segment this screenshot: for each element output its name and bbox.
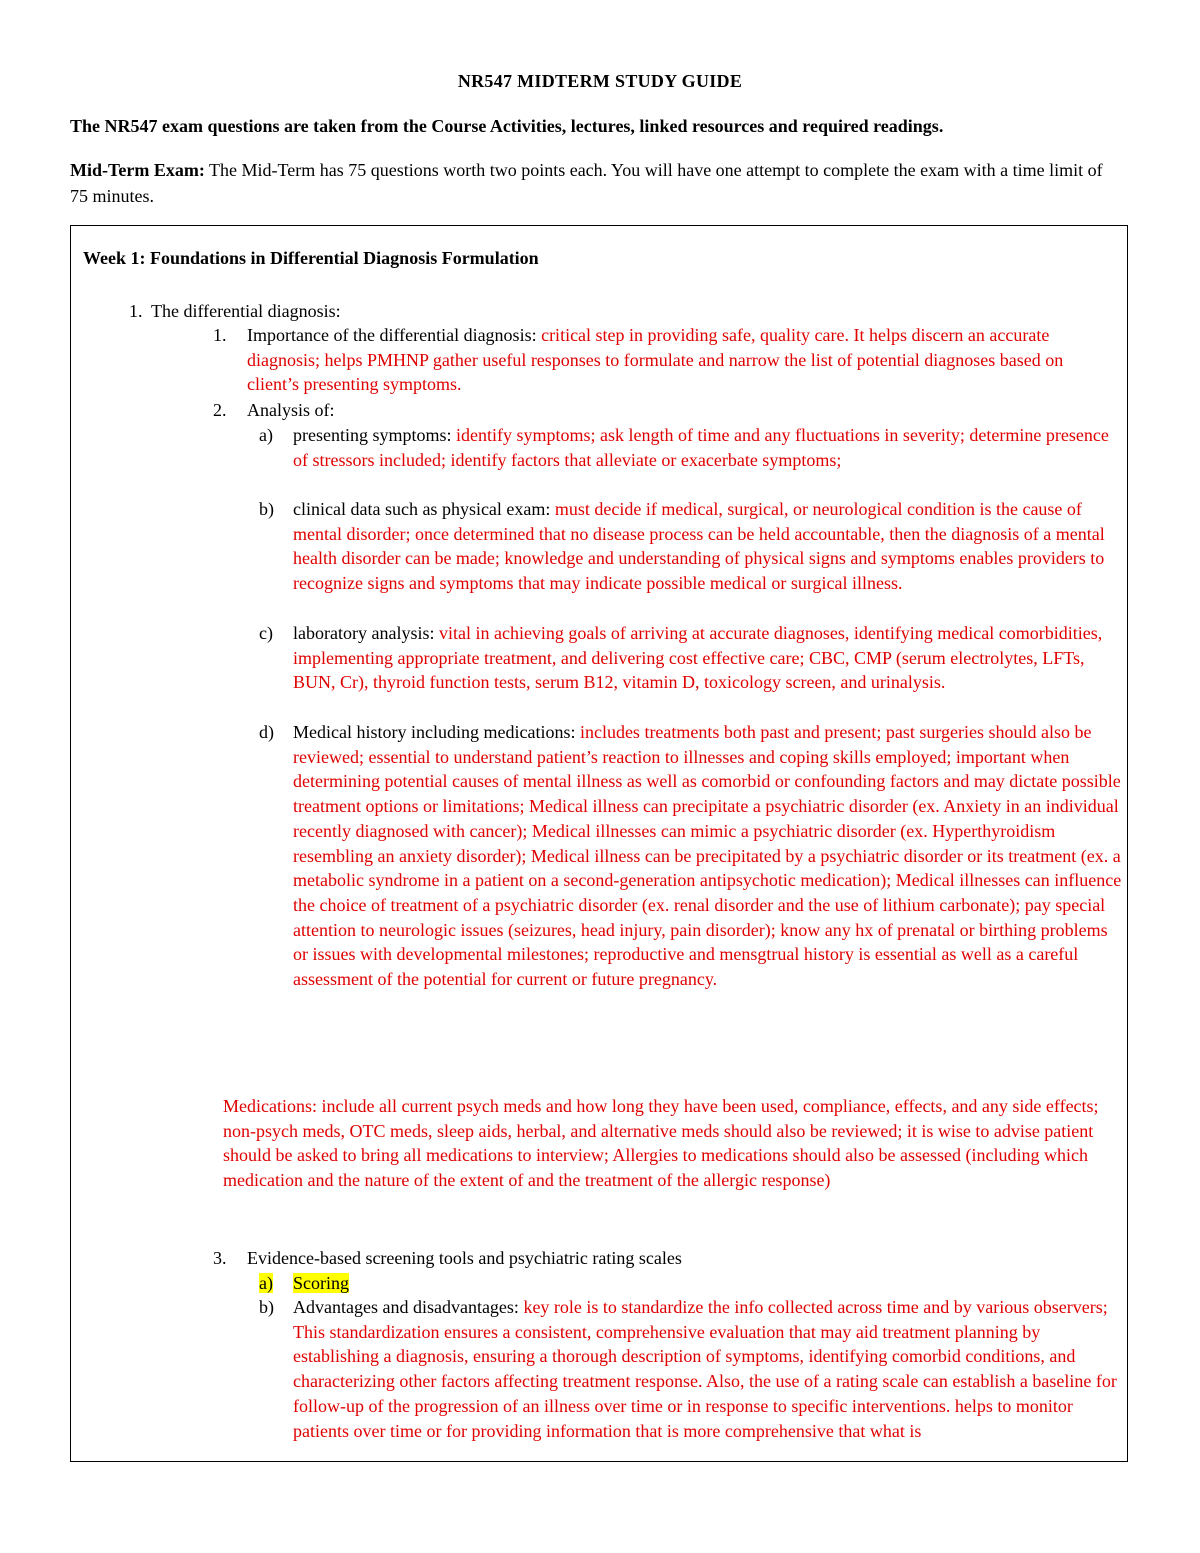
item-c-label: laboratory analysis: [293, 623, 439, 643]
sub3-label: Evidence-based screening tools and psychiatric rating scales [247, 1248, 682, 1268]
item1-number: 1. [129, 301, 143, 321]
page-subtitle: The NR547 exam questions are taken from the Course Activities, lectures, linked resources and required readings. [70, 116, 944, 136]
sub2-number: 2. [213, 400, 227, 420]
page-title: NR547 MIDTERM STUDY GUIDE [457, 71, 743, 91]
item-a-letter: a) [259, 425, 273, 445]
sub3-b-letter: b) [259, 1297, 274, 1317]
medications-paragraph: Medications: include all current psych meds and how long they have been used, compliance, effects, and any side effects; non-psych meds, OTC meds, sleep aids, herbal, and alternative meds should also be reviewed; it is wise to advise patient should be asked to bring all medications to interview; Allergies to medications should also be assessed (including which medication and the nature of the extent of and the treatment of the allergic response) [223, 1096, 1099, 1191]
item1-label: The differential diagnosis: [151, 301, 341, 321]
item-c-letter: c) [259, 623, 273, 643]
item-c-text [293, 621, 1123, 695]
sub3-a-letter [259, 1271, 289, 1296]
sub3-b-answer: key role is to standardize the info collected across time and by various observers; This standardization ensures a consistent, comprehensive evaluation that may aid treatment planning by establishing a diagnosis, ensuring a thorough description of symptoms, identifying comorbid conditions, and characterizing other factors affecting treatment response. Also, the use of a rating scale can establish a baseline for follow-up of the progression of an illness over time or in response to specific interventions. helps to monitor patients over time or for providing information that is more comprehensive that what is [293, 1297, 1117, 1441]
item-d-label: Medical history including medications: [293, 722, 580, 742]
sub3-a-letter-text: a) [259, 1273, 273, 1293]
item-b-text [293, 497, 1123, 596]
item-b-answer: must decide if medical, surgical, or neurological condition is the cause of mental disorder; once determined that no disease process can be held accountable, then the diagnosis of a mental health disorder can be made; knowledge and understanding of physical signs and symptoms enables providers to recognize signs and symptoms that may indicate possible medical or surgical illness. [293, 499, 1105, 594]
item-b-letter: b) [259, 499, 274, 519]
sub3-a-label: Scoring [293, 1273, 349, 1293]
item-a-answer: identify symptoms; ask length of time and any fluctuations in severity; determine presence of stressors included; identify factors that alleviate or exacerbate symptoms; [293, 425, 1109, 470]
sub1-text [247, 323, 1117, 397]
item-a-label: presenting symptoms: [293, 425, 456, 445]
sub3-a-text [293, 1271, 1123, 1296]
item-d-text [293, 720, 1123, 992]
item-d-letter: d) [259, 722, 274, 742]
sub3-b-text [293, 1295, 1123, 1443]
item-c-answer: vital in achieving goals of arriving at accurate diagnoses, identifying medical comorbidities, implementing appropriate treatment, and delivering cost effective care; CBC, CMP (serum electrolytes, LFTs, BUN, Cr), thyroid function tests, serum B12, vitamin D, toxicology screen, and urinalysis. [293, 623, 1103, 693]
week1-box [70, 225, 1128, 1462]
sub1-number: 1. [213, 325, 227, 345]
sub3-b-label: Advantages and disadvantages: [293, 1297, 524, 1317]
intro-label: Mid-Term Exam: [70, 160, 205, 180]
sub3-number: 3. [213, 1248, 227, 1268]
item-a-text [293, 423, 1123, 472]
sub1-answer: critical step in providing safe, quality care. It helps discern an accurate diagnosis; helps PMHNP gather useful responses to formulate and narrow the list of potential diagnoses based on client’s presenting symptoms. [247, 325, 1064, 395]
sub1-label: Importance of the differential diagnosis: [247, 325, 542, 345]
exam-intro [70, 157, 1120, 209]
item-b-label: clinical data such as physical exam: [293, 499, 555, 519]
intro-text: The Mid-Term has 75 questions worth two points each. You will have one attempt to complete the exam with a time limit of 75 minutes. [70, 160, 1103, 206]
sub2-label: Analysis of: [247, 400, 335, 420]
item-d-answer: includes treatments both past and present; past surgeries should also be reviewed; essential to understand patient’s reaction to illnesses and coping skills employed; important when determining potential causes of mental illness as well as comorbid or confounding factors and may dictate possible treatment options or limitations; Medical illness can precipitate a psychiatric disorder (ex. Anxiety in an individual recently diagnosed with cancer); Medical illnesses can mimic a psychiatric disorder (ex. Hyperthyroidism resembling an anxiety disorder); Medical illness can be precipitated by a psychiatric disorder or its treatment (ex. a metabolic syndrome in a patient on a second-generation antipsychotic medication); Medical illnesses can influence the choice of treatment of a psychiatric disorder (ex. renal disorder and the use of lithium carbonate); pay special attention to neurologic issues (seizures, head injury, pain disorder); know any hx of prenatal or birthing problems or issues with developmental milestones; reproductive and mensgtrual history is essential as well as a careful assessment of the potential for current or future pregnancy. [293, 722, 1122, 990]
week-heading: Week 1: Foundations in Differential Diagnosis Formulation [83, 248, 539, 268]
